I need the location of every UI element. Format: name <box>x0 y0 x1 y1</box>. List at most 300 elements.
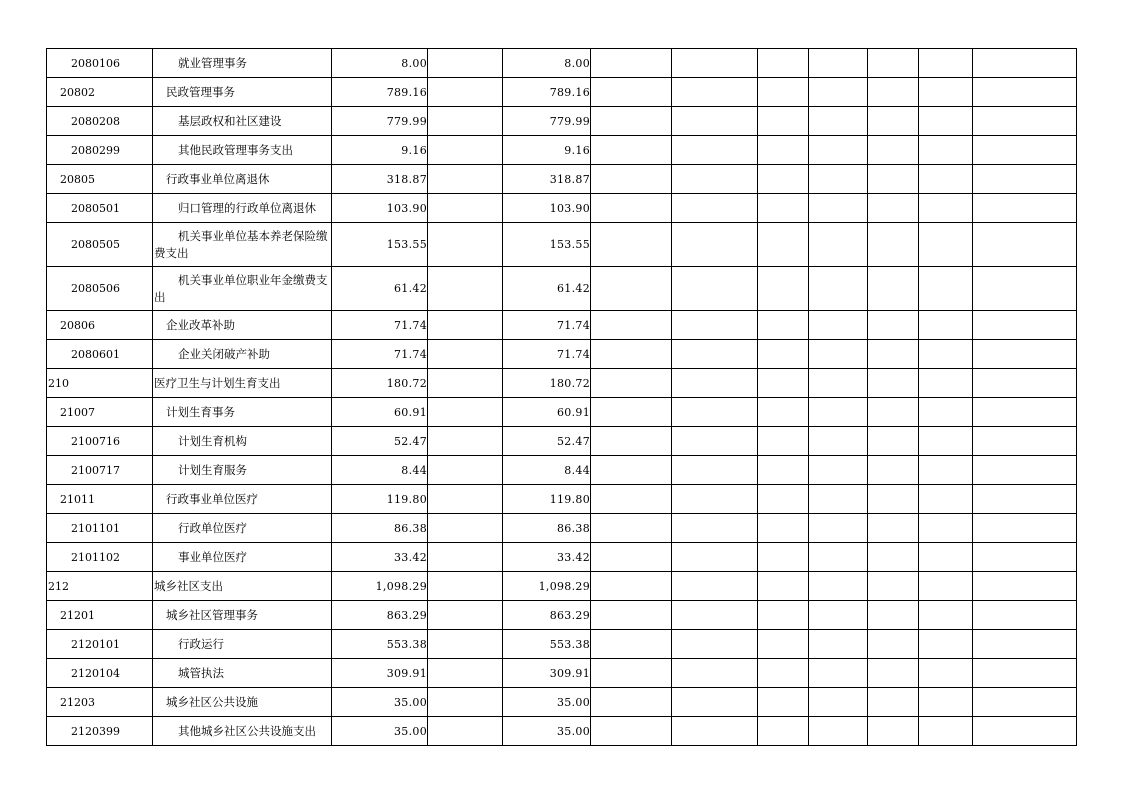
empty-cell <box>672 601 758 630</box>
empty-cell <box>868 688 919 717</box>
table-row <box>47 194 1077 223</box>
subject-code: 2080208 <box>47 107 153 136</box>
empty-cell <box>672 78 758 107</box>
empty-cell <box>973 267 1077 311</box>
subject-code: 2080601 <box>47 340 153 369</box>
general-budget-amount: 119.80 <box>503 485 591 514</box>
empty-cell <box>809 659 868 688</box>
empty-cell <box>973 659 1077 688</box>
general-budget-amount: 71.74 <box>503 340 591 369</box>
subject-name: 基层政权和社区建设 <box>153 107 332 136</box>
empty-cell <box>919 659 973 688</box>
empty-cell <box>919 717 973 746</box>
empty-cell <box>973 485 1077 514</box>
empty-cell <box>919 340 973 369</box>
empty-cell <box>868 659 919 688</box>
subject-name: 民政管理事务 <box>153 78 332 107</box>
table-row <box>47 514 1077 543</box>
total-amount: 9.16 <box>332 136 428 165</box>
empty-cell <box>591 456 672 485</box>
empty-cell <box>809 688 868 717</box>
empty-cell <box>428 572 503 601</box>
general-budget-amount: 180.72 <box>503 369 591 398</box>
table-row <box>47 543 1077 572</box>
empty-cell <box>809 456 868 485</box>
subject-name: 事业单位医疗 <box>153 543 332 572</box>
total-amount: 318.87 <box>332 165 428 194</box>
table-row <box>47 485 1077 514</box>
empty-cell <box>919 369 973 398</box>
total-amount: 119.80 <box>332 485 428 514</box>
subject-code: 2080501 <box>47 194 153 223</box>
empty-cell <box>758 427 809 456</box>
empty-cell <box>672 427 758 456</box>
total-amount: 553.38 <box>332 630 428 659</box>
table-row <box>47 456 1077 485</box>
empty-cell <box>672 572 758 601</box>
empty-cell <box>758 659 809 688</box>
subject-name: 其他城乡社区公共设施支出 <box>153 717 332 746</box>
subject-name: 行政事业单位离退休 <box>153 165 332 194</box>
empty-cell <box>672 136 758 165</box>
empty-cell <box>672 311 758 340</box>
empty-cell <box>809 572 868 601</box>
subject-code: 210 <box>47 369 153 398</box>
empty-cell <box>758 194 809 223</box>
empty-cell <box>868 572 919 601</box>
table-row <box>47 717 1077 746</box>
empty-cell <box>591 194 672 223</box>
subject-code: 20802 <box>47 78 153 107</box>
empty-cell <box>428 601 503 630</box>
empty-cell <box>758 107 809 136</box>
total-amount: 779.99 <box>332 107 428 136</box>
subject-code: 2100717 <box>47 456 153 485</box>
empty-cell <box>672 49 758 78</box>
total-amount: 35.00 <box>332 717 428 746</box>
empty-cell <box>591 78 672 107</box>
empty-cell <box>672 194 758 223</box>
empty-cell <box>919 194 973 223</box>
total-amount: 153.55 <box>332 223 428 267</box>
table-row <box>47 601 1077 630</box>
empty-cell <box>973 717 1077 746</box>
empty-cell <box>672 369 758 398</box>
empty-cell <box>973 194 1077 223</box>
empty-cell <box>973 223 1077 267</box>
empty-cell <box>919 601 973 630</box>
subject-code: 20805 <box>47 165 153 194</box>
subject-code: 21011 <box>47 485 153 514</box>
empty-cell <box>919 456 973 485</box>
general-budget-amount: 86.38 <box>503 514 591 543</box>
empty-cell <box>868 717 919 746</box>
general-budget-amount: 779.99 <box>503 107 591 136</box>
subject-code: 212 <box>47 572 153 601</box>
subject-name: 机关事业单位基本养老保险缴费支出 <box>153 223 332 267</box>
empty-cell <box>758 369 809 398</box>
empty-cell <box>868 340 919 369</box>
empty-cell <box>428 78 503 107</box>
empty-cell <box>973 136 1077 165</box>
empty-cell <box>428 427 503 456</box>
table-row <box>47 49 1077 78</box>
empty-cell <box>809 223 868 267</box>
empty-cell <box>868 485 919 514</box>
subject-name: 企业关闭破产补助 <box>153 340 332 369</box>
empty-cell <box>868 136 919 165</box>
general-budget-amount: 553.38 <box>503 630 591 659</box>
empty-cell <box>758 267 809 311</box>
empty-cell <box>973 398 1077 427</box>
empty-cell <box>868 194 919 223</box>
empty-cell <box>868 601 919 630</box>
subject-name: 其他民政管理事务支出 <box>153 136 332 165</box>
general-budget-amount: 789.16 <box>503 78 591 107</box>
total-amount: 103.90 <box>332 194 428 223</box>
empty-cell <box>919 78 973 107</box>
empty-cell <box>973 514 1077 543</box>
general-budget-amount: 60.91 <box>503 398 591 427</box>
empty-cell <box>973 165 1077 194</box>
empty-cell <box>428 136 503 165</box>
subject-name: 城乡社区管理事务 <box>153 601 332 630</box>
subject-code: 2080506 <box>47 267 153 311</box>
empty-cell <box>919 688 973 717</box>
general-budget-amount: 9.16 <box>503 136 591 165</box>
empty-cell <box>973 543 1077 572</box>
empty-cell <box>809 311 868 340</box>
empty-cell <box>809 194 868 223</box>
empty-cell <box>809 78 868 107</box>
subject-name: 行政事业单位医疗 <box>153 485 332 514</box>
subject-name: 城管执法 <box>153 659 332 688</box>
empty-cell <box>919 543 973 572</box>
empty-cell <box>919 165 973 194</box>
empty-cell <box>919 572 973 601</box>
empty-cell <box>919 427 973 456</box>
empty-cell <box>591 543 672 572</box>
total-amount: 1,098.29 <box>332 572 428 601</box>
empty-cell <box>973 688 1077 717</box>
empty-cell <box>672 165 758 194</box>
empty-cell <box>428 49 503 78</box>
total-amount: 60.91 <box>332 398 428 427</box>
empty-cell <box>868 369 919 398</box>
empty-cell <box>591 427 672 456</box>
empty-cell <box>428 659 503 688</box>
empty-cell <box>919 311 973 340</box>
table-row <box>47 223 1077 267</box>
empty-cell <box>809 136 868 165</box>
empty-cell <box>973 630 1077 659</box>
subject-name: 城乡社区支出 <box>153 572 332 601</box>
empty-cell <box>973 456 1077 485</box>
empty-cell <box>868 107 919 136</box>
empty-cell <box>868 630 919 659</box>
subject-name: 计划生育机构 <box>153 427 332 456</box>
empty-cell <box>919 398 973 427</box>
empty-cell <box>591 630 672 659</box>
total-amount: 61.42 <box>332 267 428 311</box>
empty-cell <box>672 688 758 717</box>
subject-name: 计划生育事务 <box>153 398 332 427</box>
empty-cell <box>672 717 758 746</box>
empty-cell <box>758 78 809 107</box>
empty-cell <box>758 398 809 427</box>
empty-cell <box>591 485 672 514</box>
empty-cell <box>428 311 503 340</box>
empty-cell <box>758 136 809 165</box>
empty-cell <box>809 514 868 543</box>
subject-name: 机关事业单位职业年金缴费支出 <box>153 267 332 311</box>
empty-cell <box>809 369 868 398</box>
total-amount: 86.38 <box>332 514 428 543</box>
empty-cell <box>428 543 503 572</box>
empty-cell <box>428 398 503 427</box>
subject-code: 2080505 <box>47 223 153 267</box>
subject-code: 20806 <box>47 311 153 340</box>
empty-cell <box>428 485 503 514</box>
empty-cell <box>809 398 868 427</box>
empty-cell <box>919 49 973 78</box>
general-budget-amount: 103.90 <box>503 194 591 223</box>
table-row <box>47 340 1077 369</box>
empty-cell <box>428 514 503 543</box>
table-row <box>47 78 1077 107</box>
empty-cell <box>868 49 919 78</box>
empty-cell <box>591 223 672 267</box>
general-budget-amount: 35.00 <box>503 717 591 746</box>
empty-cell <box>428 165 503 194</box>
total-amount: 8.00 <box>332 49 428 78</box>
empty-cell <box>672 543 758 572</box>
empty-cell <box>919 136 973 165</box>
empty-cell <box>809 630 868 659</box>
subject-code: 2080106 <box>47 49 153 78</box>
subject-name: 归口管理的行政单位离退休 <box>153 194 332 223</box>
empty-cell <box>973 427 1077 456</box>
table-row <box>47 572 1077 601</box>
empty-cell <box>591 514 672 543</box>
empty-cell <box>672 267 758 311</box>
empty-cell <box>428 223 503 267</box>
empty-cell <box>591 49 672 78</box>
empty-cell <box>591 601 672 630</box>
empty-cell <box>868 456 919 485</box>
empty-cell <box>428 340 503 369</box>
empty-cell <box>758 630 809 659</box>
total-amount: 309.91 <box>332 659 428 688</box>
general-budget-amount: 309.91 <box>503 659 591 688</box>
subject-name: 城乡社区公共设施 <box>153 688 332 717</box>
empty-cell <box>672 456 758 485</box>
subject-code: 21203 <box>47 688 153 717</box>
empty-cell <box>973 78 1077 107</box>
empty-cell <box>973 49 1077 78</box>
empty-cell <box>973 369 1077 398</box>
empty-cell <box>868 223 919 267</box>
empty-cell <box>758 572 809 601</box>
total-amount: 33.42 <box>332 543 428 572</box>
subject-name: 医疗卫生与计划生育支出 <box>153 369 332 398</box>
subject-name: 企业改革补助 <box>153 311 332 340</box>
general-budget-amount: 33.42 <box>503 543 591 572</box>
empty-cell <box>973 311 1077 340</box>
empty-cell <box>591 107 672 136</box>
subject-code: 2080299 <box>47 136 153 165</box>
empty-cell <box>868 267 919 311</box>
subject-code: 21007 <box>47 398 153 427</box>
empty-cell <box>758 543 809 572</box>
general-budget-amount: 52.47 <box>503 427 591 456</box>
empty-cell <box>758 601 809 630</box>
empty-cell <box>428 456 503 485</box>
empty-cell <box>758 717 809 746</box>
empty-cell <box>591 311 672 340</box>
empty-cell <box>868 427 919 456</box>
total-amount: 35.00 <box>332 688 428 717</box>
empty-cell <box>672 659 758 688</box>
table-row <box>47 630 1077 659</box>
subject-code: 2100716 <box>47 427 153 456</box>
empty-cell <box>758 456 809 485</box>
empty-cell <box>809 601 868 630</box>
empty-cell <box>428 717 503 746</box>
general-budget-amount: 8.00 <box>503 49 591 78</box>
empty-cell <box>868 514 919 543</box>
empty-cell <box>672 398 758 427</box>
empty-cell <box>591 136 672 165</box>
general-budget-amount: 153.55 <box>503 223 591 267</box>
empty-cell <box>973 340 1077 369</box>
general-budget-amount: 863.29 <box>503 601 591 630</box>
empty-cell <box>672 630 758 659</box>
general-budget-amount: 318.87 <box>503 165 591 194</box>
empty-cell <box>758 165 809 194</box>
empty-cell <box>672 223 758 267</box>
total-amount: 180.72 <box>332 369 428 398</box>
empty-cell <box>868 543 919 572</box>
empty-cell <box>428 267 503 311</box>
table-row <box>47 398 1077 427</box>
subject-code: 2120399 <box>47 717 153 746</box>
empty-cell <box>809 485 868 514</box>
general-budget-amount: 61.42 <box>503 267 591 311</box>
total-amount: 52.47 <box>332 427 428 456</box>
empty-cell <box>973 572 1077 601</box>
budget-expenditure-table <box>46 48 1077 746</box>
empty-cell <box>591 165 672 194</box>
empty-cell <box>919 107 973 136</box>
empty-cell <box>919 267 973 311</box>
empty-cell <box>672 514 758 543</box>
subject-code: 2101102 <box>47 543 153 572</box>
table-row <box>47 107 1077 136</box>
table-body <box>47 49 1077 746</box>
empty-cell <box>758 485 809 514</box>
empty-cell <box>758 49 809 78</box>
empty-cell <box>973 107 1077 136</box>
empty-cell <box>809 340 868 369</box>
empty-cell <box>758 688 809 717</box>
empty-cell <box>919 223 973 267</box>
subject-code: 2101101 <box>47 514 153 543</box>
empty-cell <box>672 107 758 136</box>
subject-code: 2120101 <box>47 630 153 659</box>
empty-cell <box>428 369 503 398</box>
empty-cell <box>672 485 758 514</box>
table-row <box>47 311 1077 340</box>
general-budget-amount: 8.44 <box>503 456 591 485</box>
empty-cell <box>868 398 919 427</box>
total-amount: 789.16 <box>332 78 428 107</box>
total-amount: 71.74 <box>332 340 428 369</box>
empty-cell <box>809 49 868 78</box>
general-budget-amount: 1,098.29 <box>503 572 591 601</box>
empty-cell <box>758 311 809 340</box>
general-budget-amount: 71.74 <box>503 311 591 340</box>
empty-cell <box>758 340 809 369</box>
empty-cell <box>591 398 672 427</box>
table-row <box>47 659 1077 688</box>
table-row <box>47 136 1077 165</box>
empty-cell <box>809 427 868 456</box>
table-row <box>47 688 1077 717</box>
empty-cell <box>591 267 672 311</box>
subject-name: 行政运行 <box>153 630 332 659</box>
empty-cell <box>809 543 868 572</box>
empty-cell <box>672 340 758 369</box>
empty-cell <box>809 107 868 136</box>
subject-code: 21201 <box>47 601 153 630</box>
empty-cell <box>591 717 672 746</box>
subject-code: 2120104 <box>47 659 153 688</box>
empty-cell <box>591 340 672 369</box>
table-row <box>47 369 1077 398</box>
table-row <box>47 267 1077 311</box>
empty-cell <box>758 514 809 543</box>
empty-cell <box>591 369 672 398</box>
empty-cell <box>758 223 809 267</box>
empty-cell <box>919 630 973 659</box>
empty-cell <box>591 572 672 601</box>
empty-cell <box>428 630 503 659</box>
empty-cell <box>919 514 973 543</box>
empty-cell <box>591 688 672 717</box>
subject-name: 就业管理事务 <box>153 49 332 78</box>
empty-cell <box>919 485 973 514</box>
empty-cell <box>428 107 503 136</box>
total-amount: 863.29 <box>332 601 428 630</box>
empty-cell <box>809 165 868 194</box>
empty-cell <box>868 311 919 340</box>
empty-cell <box>428 688 503 717</box>
empty-cell <box>868 78 919 107</box>
total-amount: 8.44 <box>332 456 428 485</box>
empty-cell <box>809 267 868 311</box>
total-amount: 71.74 <box>332 311 428 340</box>
table-row <box>47 427 1077 456</box>
subject-name: 行政单位医疗 <box>153 514 332 543</box>
subject-name: 计划生育服务 <box>153 456 332 485</box>
empty-cell <box>868 165 919 194</box>
general-budget-amount: 35.00 <box>503 688 591 717</box>
empty-cell <box>973 601 1077 630</box>
empty-cell <box>809 717 868 746</box>
table-row <box>47 165 1077 194</box>
empty-cell <box>428 194 503 223</box>
